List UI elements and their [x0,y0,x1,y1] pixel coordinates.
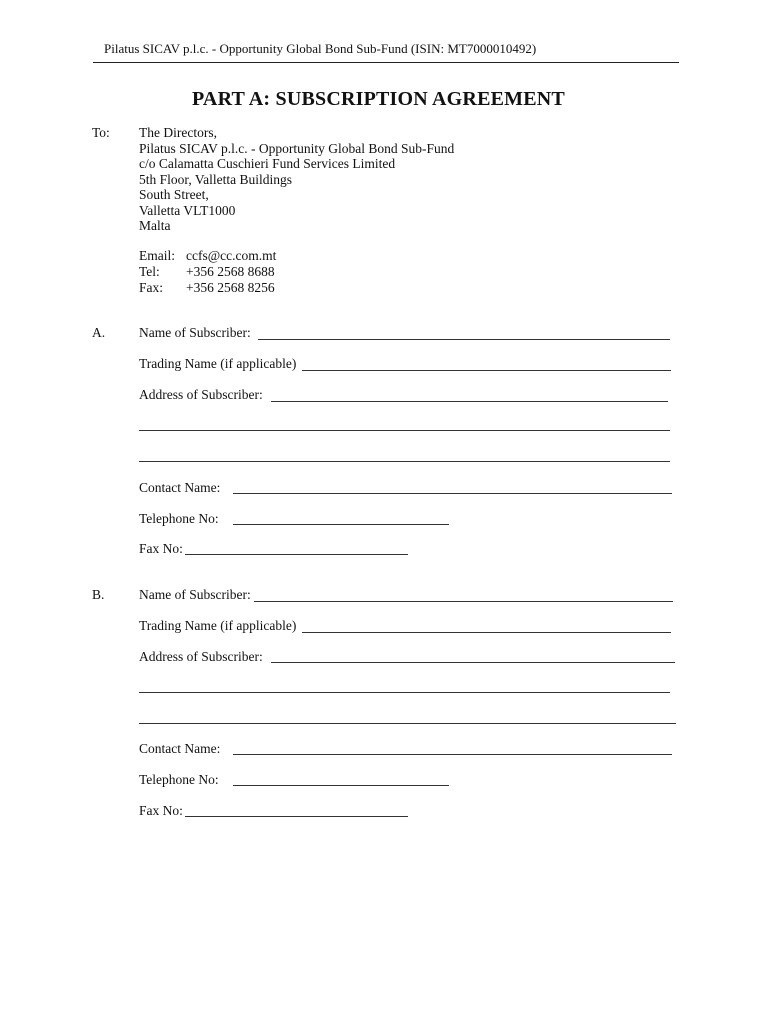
section-b-contact-label: Contact Name: [139,741,221,756]
email-label: Email: [139,248,175,263]
section-b-letter: B. [92,587,105,602]
header-rule [93,62,679,63]
section-a-address-field-1[interactable] [271,401,668,402]
recipient-address [139,125,454,234]
section-a-name-field[interactable] [258,339,670,340]
section-a-address-field-3[interactable] [139,461,670,462]
address-line: Pilatus SICAV p.l.c. - Opportunity Global Bond Sub-Fund [139,140,455,156]
section-a-fax-label: Fax No: [139,541,183,556]
to-label: To: [92,125,110,140]
tel-label: Tel: [139,264,160,279]
section-b-fax-label: Fax No: [139,803,183,818]
section-b-address-field-2[interactable] [139,692,670,693]
section-b-telephone-field[interactable] [233,785,449,786]
address-line: South Street, [139,187,209,202]
section-b-address-label: Address of Subscriber: [139,649,263,664]
address-line: c/o Calamatta Cuschieri Fund Services Limited [139,156,396,171]
page-title: PART A: SUBSCRIPTION AGREEMENT [192,88,565,110]
section-b-name-field[interactable] [254,601,673,602]
section-a-trading-label: Trading Name (if applicable) [139,356,297,371]
address-line: The Directors, [139,125,217,140]
page-header: Pilatus SICAV p.l.c. - Opportunity Global Bond Sub-Fund (ISIN: MT7000010492) [104,41,537,56]
section-b-address-field-3[interactable] [139,723,676,724]
fax-label: Fax: [139,280,164,295]
section-a-address-field-2[interactable] [139,430,670,431]
section-a-name-label: Name of Subscriber: [139,325,251,340]
email-value: ccfs@cc.com.mt [186,248,277,263]
address-line: 5th Floor, Valletta Buildings [139,171,292,187]
section-a-trading-field[interactable] [302,370,671,371]
section-a-telephone-field[interactable] [233,524,449,525]
section-b-address-field-1[interactable] [271,662,675,663]
section-a-contact-label: Contact Name: [139,480,221,495]
section-b-trading-field[interactable] [302,632,671,633]
section-b-contact-field[interactable] [233,754,672,755]
section-a-telephone-label: Telephone No: [139,511,219,526]
section-b-name-label: Name of Subscriber: [139,587,251,602]
section-b-telephone-label: Telephone No: [139,772,219,787]
address-line: Valletta VLT1000 [139,202,236,218]
section-a-contact-field[interactable] [233,493,672,494]
address-line: Malta [139,218,171,233]
section-a-letter: A. [92,325,106,340]
fax-value: +356 2568 8256 [186,280,275,295]
section-a-address-label: Address of Subscriber: [139,387,263,402]
section-a-fax-field[interactable] [185,554,408,555]
section-b-trading-label: Trading Name (if applicable) [139,618,297,633]
section-b-fax-field[interactable] [185,816,408,817]
tel-value: +356 2568 8688 [186,264,275,279]
